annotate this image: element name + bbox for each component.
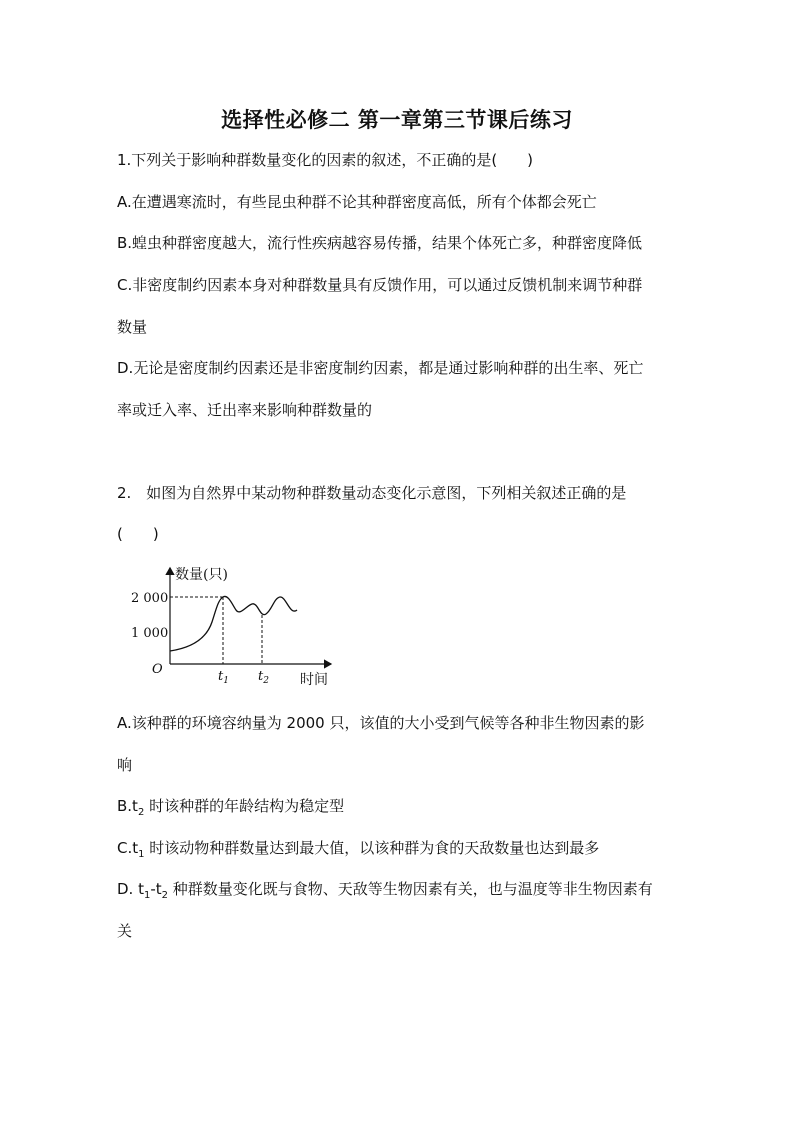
- x-axis-label: 时间: [300, 672, 328, 688]
- x-tick-t2: $t_2$: [258, 669, 269, 686]
- y-axis-label: 数量(只): [175, 567, 228, 583]
- q1-option-c-cont: 数量: [117, 318, 148, 336]
- q2-option-a: A.该种群的环境容纳量为 2000 只，该值的大小受到气候等各种非生物因素的影: [117, 714, 645, 732]
- q2-stem-cont: ( ): [117, 525, 159, 543]
- q2-stem: 2. 如图为自然界中某动物种群数量动态变化示意图，下列相关叙述正确的是: [117, 484, 627, 502]
- x-tick-t1: $t_1$: [218, 669, 229, 686]
- q1-option-d-cont: 率或迁入率、迁出率来影响种群数量的: [117, 401, 373, 419]
- q1-option-d: D.无论是密度制约因素还是非密度制约因素，都是通过影响种群的出生率、死亡: [117, 359, 644, 377]
- q1-option-a: A.在遭遇寒流时，有些昆虫种群不论其种群密度高低，所有个体都会死亡: [117, 193, 597, 211]
- page-title: 选择性必修二 第一章第三节课后练习: [221, 108, 573, 132]
- population-chart: [128, 560, 348, 690]
- q1-option-b: B.蝗虫种群密度越大，流行性疾病越容易传播，结果个体死亡多，种群密度降低: [117, 234, 643, 252]
- q2-option-d-cont: 关: [117, 922, 133, 940]
- q1-option-c: C.非密度制约因素本身对种群数量具有反馈作用，可以通过反馈机制来调节种群: [117, 276, 643, 294]
- q2-option-d: D. $t_1-t_2$ 种群数量变化既与食物、天敌等生物因素有关，也与温度等非生物因素有: [117, 880, 653, 901]
- q2-option-a-cont: 响: [117, 756, 133, 774]
- population-curve: [170, 596, 297, 651]
- q2-option-b: $B.t_2$ 时该种群的年龄结构为稳定型: [117, 797, 345, 818]
- y-tick-1000: 1 000: [131, 626, 169, 641]
- origin-label: O: [152, 662, 163, 677]
- q2-option-c: $C.t_1$ 时该动物种群数量达到最大值，以该种群为食的天敌数量也达到最多: [117, 839, 600, 860]
- q1-stem: 1.下列关于影响种群数量变化的因素的叙述，不正确的是( ): [117, 151, 534, 169]
- y-tick-2000: 2 000: [131, 591, 169, 606]
